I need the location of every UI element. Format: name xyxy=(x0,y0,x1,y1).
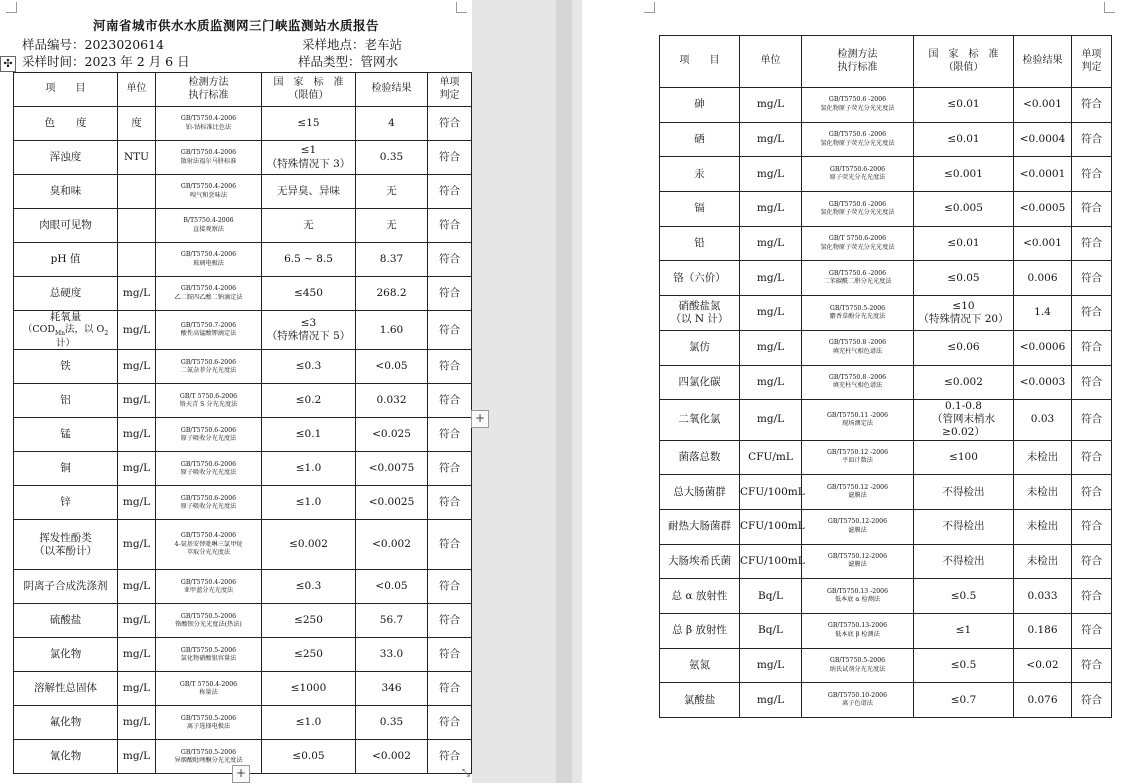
limit-cell: ≤1.0 xyxy=(262,452,356,486)
report-page-2 xyxy=(582,0,1135,783)
judgement-cell: 符合 xyxy=(428,311,472,350)
result-cell: <0.001 xyxy=(1014,88,1072,123)
item-cell: 硫酸盐 xyxy=(14,604,118,638)
table-row xyxy=(660,509,1112,544)
judgement-cell: 符合 xyxy=(1072,192,1112,227)
limit-cell: 不得检出 xyxy=(914,475,1014,510)
table-row xyxy=(14,604,472,638)
result-cell: 346 xyxy=(356,672,428,706)
method-cell: GB/T5750.6-2006 原子荧光分光光度法 xyxy=(802,157,914,192)
report-page-1 xyxy=(0,0,486,783)
limit-cell: ≤250 xyxy=(262,604,356,638)
item-cell: 锰 xyxy=(14,418,118,452)
limit-cell: ≤1 （特殊情况下 3） xyxy=(262,141,356,175)
method-cell: GB/T5750.5-2006 铬酸钡分光光度法(热法) xyxy=(156,604,262,638)
judgement-cell: 符合 xyxy=(1072,157,1112,192)
table-row xyxy=(660,296,1112,331)
table-header-row xyxy=(14,73,472,107)
add-column-button[interactable]: + xyxy=(471,410,489,428)
judgement-cell: 符合 xyxy=(428,209,472,243)
table-row xyxy=(660,579,1112,614)
limit-cell: ≤0.3 xyxy=(262,350,356,384)
judgement-cell: 符合 xyxy=(428,418,472,452)
judgement-cell: 符合 xyxy=(428,604,472,638)
result-cell: <0.001 xyxy=(1014,226,1072,261)
result-cell: 0.03 xyxy=(1014,400,1072,440)
result-cell: 1.60 xyxy=(356,311,428,350)
judgement-cell: 符合 xyxy=(428,740,472,774)
judgement-cell: 符合 xyxy=(1072,226,1112,261)
unit-cell: mg/L xyxy=(118,350,156,384)
table-row xyxy=(660,365,1112,400)
unit-cell: mg/L xyxy=(740,226,802,261)
table-row xyxy=(14,638,472,672)
result-cell: 0.35 xyxy=(356,706,428,740)
judgement-cell: 符合 xyxy=(428,706,472,740)
unit-cell: mg/L xyxy=(118,604,156,638)
method-cell: GB/T5750.4-2006 铂-钴标准比色法 xyxy=(156,107,262,141)
unit-cell: mg/L xyxy=(740,192,802,227)
item-cell: 耐热大肠菌群 xyxy=(660,509,740,544)
item-cell: 四氯化碳 xyxy=(660,365,740,400)
unit-cell: mg/L xyxy=(740,296,802,331)
header-judgement: 单项 判定 xyxy=(1072,36,1112,88)
result-cell: 0.032 xyxy=(356,384,428,418)
table-row xyxy=(660,400,1112,440)
limit-cell: ≤15 xyxy=(262,107,356,141)
item-cell: 氨氮 xyxy=(660,648,740,683)
unit-cell: 度 xyxy=(118,107,156,141)
table-row xyxy=(660,122,1112,157)
header-limit: 国 家 标 准 （限值） xyxy=(262,73,356,107)
unit-cell: mg/L xyxy=(740,648,802,683)
item-cell: 氯化物 xyxy=(14,638,118,672)
sample-type: 样品类型：管网水 xyxy=(298,54,399,69)
water-quality-table-left xyxy=(13,72,472,774)
table-row xyxy=(14,452,472,486)
item-cell: 挥发性酚类 （以苯酚计） xyxy=(14,520,118,570)
result-cell: <0.0001 xyxy=(1014,157,1072,192)
judgement-cell: 符合 xyxy=(1072,122,1112,157)
limit-cell: 不得检出 xyxy=(914,544,1014,579)
judgement-cell: 符合 xyxy=(428,243,472,277)
limit-cell: ≤1.0 xyxy=(262,486,356,520)
method-cell: GB/T5750.6-2006 二氮杂菲分光光度法 xyxy=(156,350,262,384)
table-row xyxy=(660,330,1112,365)
item-cell: 铜 xyxy=(14,452,118,486)
result-cell: 0.006 xyxy=(1014,261,1072,296)
limit-cell: ≤0.01 xyxy=(914,226,1014,261)
method-cell: B/T5750.4-2006 直接观察法 xyxy=(156,209,262,243)
method-cell: GB/T5750.5-2006 纳氏试剂分光光度法 xyxy=(802,648,914,683)
judgement-cell: 符合 xyxy=(1072,614,1112,649)
judgement-cell: 符合 xyxy=(1072,544,1112,579)
judgement-cell: 符合 xyxy=(428,570,472,604)
item-cell: 氯酸盐 xyxy=(660,683,740,718)
result-cell: <0.05 xyxy=(356,570,428,604)
sampling-location: 采样地点：老车站 xyxy=(302,37,403,52)
result-cell: <0.0004 xyxy=(1014,122,1072,157)
table-row xyxy=(14,384,472,418)
item-cell: 菌落总数 xyxy=(660,440,740,475)
method-cell: GB/T5750.5-2006 离子选择电极法 xyxy=(156,706,262,740)
unit-cell: mg/L xyxy=(118,672,156,706)
judgement-cell: 符合 xyxy=(1072,440,1112,475)
method-cell: GB/T5750.6-2006 原子吸收分光光度法 xyxy=(156,452,262,486)
table-row xyxy=(14,486,472,520)
table-row xyxy=(660,157,1112,192)
limit-cell: ≤0.005 xyxy=(914,192,1014,227)
unit-cell: mg/L xyxy=(118,486,156,520)
table-row xyxy=(14,350,472,384)
judgement-cell: 符合 xyxy=(1072,400,1112,440)
header-method: 检测方法 执行标准 xyxy=(802,36,914,88)
limit-cell: 0.1-0.8 （管网末梢水≥0.02） xyxy=(914,400,1014,440)
limit-cell: ≤0.06 xyxy=(914,330,1014,365)
water-quality-table-right xyxy=(659,35,1112,718)
table-move-handle[interactable]: ✣ xyxy=(0,56,16,72)
unit-cell xyxy=(118,209,156,243)
judgement-cell: 符合 xyxy=(1072,475,1112,510)
header-unit: 单位 xyxy=(740,36,802,88)
judgement-cell: 符合 xyxy=(1072,683,1112,718)
limit-cell: ≤1 xyxy=(914,614,1014,649)
table-row xyxy=(14,520,472,570)
unit-cell xyxy=(118,175,156,209)
item-cell: 镉 xyxy=(660,192,740,227)
method-cell: GB/T5750.5-2006 麝香草酚分光光度法 xyxy=(802,296,914,331)
result-cell: 33.0 xyxy=(356,638,428,672)
limit-cell: ≤0.01 xyxy=(914,88,1014,123)
method-cell: GB/T5750.10-2006 离子色谱法 xyxy=(802,683,914,718)
method-cell: GB/T5750.6-2006 原子吸收分光光度法 xyxy=(156,486,262,520)
judgement-cell: 符合 xyxy=(1072,88,1112,123)
table-row xyxy=(660,614,1112,649)
item-cell: 总大肠菌群 xyxy=(660,475,740,510)
judgement-cell: 符合 xyxy=(1072,365,1112,400)
limit-cell: ≤0.3 xyxy=(262,570,356,604)
unit-cell: mg/L xyxy=(118,277,156,311)
limit-cell: ≤0.05 xyxy=(262,740,356,774)
unit-cell: mg/L xyxy=(118,311,156,350)
judgement-cell: 符合 xyxy=(428,350,472,384)
unit-cell: NTU xyxy=(118,141,156,175)
result-cell: 1.4 xyxy=(1014,296,1072,331)
unit-cell: CFU/mL xyxy=(740,440,802,475)
result-cell: 0.033 xyxy=(1014,579,1072,614)
result-cell: 未检出 xyxy=(1014,544,1072,579)
unit-cell: mg/L xyxy=(118,520,156,570)
table-row xyxy=(660,544,1112,579)
limit-cell: 无异臭、异味 xyxy=(262,175,356,209)
item-cell: 锌 xyxy=(14,486,118,520)
judgement-cell: 符合 xyxy=(1072,579,1112,614)
judgement-cell: 符合 xyxy=(428,452,472,486)
limit-cell: 无 xyxy=(262,209,356,243)
table-header-row xyxy=(660,36,1112,88)
item-cell: 硝酸盐氮 （以 N 计） xyxy=(660,296,740,331)
item-cell: 氯仿 xyxy=(660,330,740,365)
item-cell: 耗氧量 （$COD_{Mn}$法，以 $O_2$计） xyxy=(14,311,118,350)
unit-cell: mg/L xyxy=(118,706,156,740)
unit-cell: mg/L xyxy=(740,261,802,296)
unit-cell: mg/L xyxy=(740,122,802,157)
method-cell: GB/T5750.6 -2006 氢化物原子荧光分光光度法 xyxy=(802,192,914,227)
header-unit: 单位 xyxy=(118,73,156,107)
unit-cell: Bq/L xyxy=(740,579,802,614)
limit-cell: ≤0.2 xyxy=(262,384,356,418)
result-cell: 0.35 xyxy=(356,141,428,175)
table-row xyxy=(14,141,472,175)
method-cell: GB/T5750.4-2006 嗅气和尝味法 xyxy=(156,175,262,209)
judgement-cell: 符合 xyxy=(428,107,472,141)
header-limit: 国 家 标 准 （限值） xyxy=(914,36,1014,88)
result-cell: 无 xyxy=(356,209,428,243)
judgement-cell: 符合 xyxy=(1072,296,1112,331)
limit-cell: ≤100 xyxy=(914,440,1014,475)
header-item: 项 目 xyxy=(14,73,118,107)
method-cell: GB/T5750.12-2006 滤膜法 xyxy=(802,509,914,544)
method-cell: GB/T5750.4-2006 4-氨基安替吡啉三氯甲烷 萃取分光光度法 xyxy=(156,520,262,570)
unit-cell: mg/L xyxy=(118,570,156,604)
item-cell: pH 值 xyxy=(14,243,118,277)
table-row xyxy=(14,311,472,350)
judgement-cell: 符合 xyxy=(428,520,472,570)
result-cell: <0.025 xyxy=(356,418,428,452)
table-row xyxy=(14,277,472,311)
table-row xyxy=(14,175,472,209)
table-row xyxy=(660,475,1112,510)
judgement-cell: 符合 xyxy=(428,175,472,209)
result-cell: 未检出 xyxy=(1014,440,1072,475)
table-row xyxy=(14,243,472,277)
unit-cell: mg/L xyxy=(740,330,802,365)
method-cell: GB/T5750.6 -2006 二苯碳酰二肼分光光度法 xyxy=(802,261,914,296)
unit-cell: mg/L xyxy=(118,452,156,486)
unit-cell: mg/L xyxy=(740,365,802,400)
table-row xyxy=(14,107,472,141)
crop-mark xyxy=(644,2,655,13)
header-method: 检测方法 执行标准 xyxy=(156,73,262,107)
limit-cell: ≤450 xyxy=(262,277,356,311)
unit-cell: mg/L xyxy=(740,88,802,123)
unit-cell: CFU/100mL xyxy=(740,544,802,579)
header-result: 检验结果 xyxy=(1014,36,1072,88)
crop-mark xyxy=(1104,2,1115,13)
table-row xyxy=(660,261,1112,296)
item-cell: 总 β 放射性 xyxy=(660,614,740,649)
item-cell: 大肠埃希氏菌 xyxy=(660,544,740,579)
limit-cell: ≤0.05 xyxy=(914,261,1014,296)
method-cell: GB/T5750.11 -2006 现场测定法 xyxy=(802,400,914,440)
limit-cell: ≤10 （特殊情况下 20） xyxy=(914,296,1014,331)
judgement-cell: 符合 xyxy=(1072,330,1112,365)
method-cell: GB/T5750.4-2006 玻璃电极法 xyxy=(156,243,262,277)
result-cell: <0.0003 xyxy=(1014,365,1072,400)
result-cell: 未检出 xyxy=(1014,509,1072,544)
crop-mark xyxy=(6,2,17,13)
item-cell: 阴离子合成洗涤剂 xyxy=(14,570,118,604)
unit-cell: mg/L xyxy=(118,418,156,452)
item-cell: 二氧化氯 xyxy=(660,400,740,440)
result-cell: 0.076 xyxy=(1014,683,1072,718)
table-row xyxy=(660,683,1112,718)
method-cell: GB/T 5750.6-2006 氢化物原子荧光分光光度法 xyxy=(802,226,914,261)
result-cell: 268.2 xyxy=(356,277,428,311)
table-row xyxy=(660,440,1112,475)
result-cell: <0.05 xyxy=(356,350,428,384)
report-title: 河南省城市供水水质监测网三门峡监测站水质报告 xyxy=(92,18,379,33)
item-cell: 总硬度 xyxy=(14,277,118,311)
result-cell: <0.002 xyxy=(356,520,428,570)
header-judgement: 单项 判定 xyxy=(428,73,472,107)
method-cell: GB/T5750.8 -2006 填充柱气相色谱法 xyxy=(802,330,914,365)
limit-cell: ≤0.001 xyxy=(914,157,1014,192)
judgement-cell: 符合 xyxy=(1072,648,1112,683)
item-cell: 硒 xyxy=(660,122,740,157)
table-row xyxy=(14,570,472,604)
method-cell: GB/T5750.13-2006 低本底 β 检测法 xyxy=(802,614,914,649)
method-cell: GB/T5750.8 -2006 填充柱气相色谱法 xyxy=(802,365,914,400)
judgement-cell: 符合 xyxy=(1072,509,1112,544)
method-cell: GB/T5750.6 -2006 氢化物原子荧光分光光度法 xyxy=(802,122,914,157)
limit-cell: ≤1000 xyxy=(262,672,356,706)
table-row xyxy=(14,209,472,243)
method-cell: GB/T5750.12 -2006 平皿计数法 xyxy=(802,440,914,475)
method-cell: GB/T5750.5-2006 氯化物硝酸银容量法 xyxy=(156,638,262,672)
table-row xyxy=(660,226,1112,261)
table-resize-handle[interactable]: ⤡ xyxy=(462,768,470,779)
limit-cell: ≤0.002 xyxy=(914,365,1014,400)
item-cell: 肉眼可见物 xyxy=(14,209,118,243)
limit-cell: ≤0.5 xyxy=(914,648,1014,683)
limit-cell: ≤0.01 xyxy=(914,122,1014,157)
method-cell: GB/T5750.4-2006 乙二胺四乙酸二钠滴定法 xyxy=(156,277,262,311)
limit-cell: ≤250 xyxy=(262,638,356,672)
judgement-cell: 符合 xyxy=(428,638,472,672)
judgement-cell: 符合 xyxy=(428,141,472,175)
page-separator xyxy=(556,0,572,783)
unit-cell: mg/L xyxy=(118,638,156,672)
item-cell: 铅 xyxy=(660,226,740,261)
limit-cell: ≤3 （特殊情况下 5） xyxy=(262,311,356,350)
method-cell: GB/T5750.13 -2006 低本底 α 检测法 xyxy=(802,579,914,614)
item-cell: 色 度 xyxy=(14,107,118,141)
item-cell: 砷 xyxy=(660,88,740,123)
method-cell: GB/T5750.5-2006 异烟酸吡唑酮分光光度法 xyxy=(156,740,262,774)
result-cell: 8.37 xyxy=(356,243,428,277)
item-cell: 铁 xyxy=(14,350,118,384)
header-item: 项 目 xyxy=(660,36,740,88)
item-cell: 臭和味 xyxy=(14,175,118,209)
unit-cell: CFU/100mL xyxy=(740,509,802,544)
unit-cell: Bq/L xyxy=(740,614,802,649)
add-row-button[interactable]: + xyxy=(232,765,250,783)
item-cell: 氟化物 xyxy=(14,706,118,740)
item-cell: 铝 xyxy=(14,384,118,418)
method-cell: GB/T 5750.4-2006 称量法 xyxy=(156,672,262,706)
result-cell: <0.002 xyxy=(356,740,428,774)
unit-cell: mg/L xyxy=(118,740,156,774)
method-cell: GB/T 5750.6-2006 铬天青 S 分光光度法 xyxy=(156,384,262,418)
limit-cell: 不得检出 xyxy=(914,509,1014,544)
sampling-time: 采样时间：2023 年 2 月 6 日 xyxy=(22,54,190,69)
table-row xyxy=(660,88,1112,123)
unit-cell: mg/L xyxy=(740,157,802,192)
item-cell: 铬（六价） xyxy=(660,261,740,296)
judgement-cell: 符合 xyxy=(428,672,472,706)
method-cell: GB/T5750.6-2006 原子吸收分光光度法 xyxy=(156,418,262,452)
result-cell: 无 xyxy=(356,175,428,209)
unit-cell: CFU/100mL xyxy=(740,475,802,510)
result-cell: 未检出 xyxy=(1014,475,1072,510)
judgement-cell: 符合 xyxy=(428,486,472,520)
table-row xyxy=(660,648,1112,683)
method-cell: GB/T5750.12-2006 滤膜法 xyxy=(802,544,914,579)
judgement-cell: 符合 xyxy=(428,384,472,418)
item-cell: 溶解性总固体 xyxy=(14,672,118,706)
limit-cell: ≤0.5 xyxy=(914,579,1014,614)
item-cell: 浑浊度 xyxy=(14,141,118,175)
method-cell: GB/T5750.12 -2006 滤膜法 xyxy=(802,475,914,510)
judgement-cell: 符合 xyxy=(428,277,472,311)
limit-cell: 6.5 ~ 8.5 xyxy=(262,243,356,277)
limit-cell: ≤0.7 xyxy=(914,683,1014,718)
header-result: 检验结果 xyxy=(356,73,428,107)
unit-cell: mg/L xyxy=(740,400,802,440)
result-cell: 4 xyxy=(356,107,428,141)
result-cell: 0.186 xyxy=(1014,614,1072,649)
table-row xyxy=(14,706,472,740)
limit-cell: ≤1.0 xyxy=(262,706,356,740)
item-cell: 总 α 放射性 xyxy=(660,579,740,614)
result-cell: <0.0075 xyxy=(356,452,428,486)
table-row xyxy=(660,192,1112,227)
method-cell: GB/T5750.7-2006 酸性高锰酸钾滴定法 xyxy=(156,311,262,350)
result-cell: <0.02 xyxy=(1014,648,1072,683)
result-cell: <0.0005 xyxy=(1014,192,1072,227)
method-cell: GB/T5750.4-2006 散射法福尔马肼标准 xyxy=(156,141,262,175)
table-row xyxy=(14,418,472,452)
item-cell: 氰化物 xyxy=(14,740,118,774)
result-cell: <0.0025 xyxy=(356,486,428,520)
crop-mark xyxy=(456,2,467,13)
item-cell: 汞 xyxy=(660,157,740,192)
sample-number: 样品编号：2023020614 xyxy=(22,37,165,52)
limit-cell: ≤0.002 xyxy=(262,520,356,570)
result-cell: <0.0006 xyxy=(1014,330,1072,365)
method-cell: GB/T5750.6 -2006 氢化物原子荧光分光光度法 xyxy=(802,88,914,123)
unit-cell xyxy=(118,243,156,277)
unit-cell: mg/L xyxy=(118,384,156,418)
result-cell: 56.7 xyxy=(356,604,428,638)
unit-cell: mg/L xyxy=(740,683,802,718)
table-row xyxy=(14,672,472,706)
judgement-cell: 符合 xyxy=(1072,261,1112,296)
limit-cell: ≤0.1 xyxy=(262,418,356,452)
method-cell: GB/T5750.4-2006 亚甲蓝分光光度法 xyxy=(156,570,262,604)
